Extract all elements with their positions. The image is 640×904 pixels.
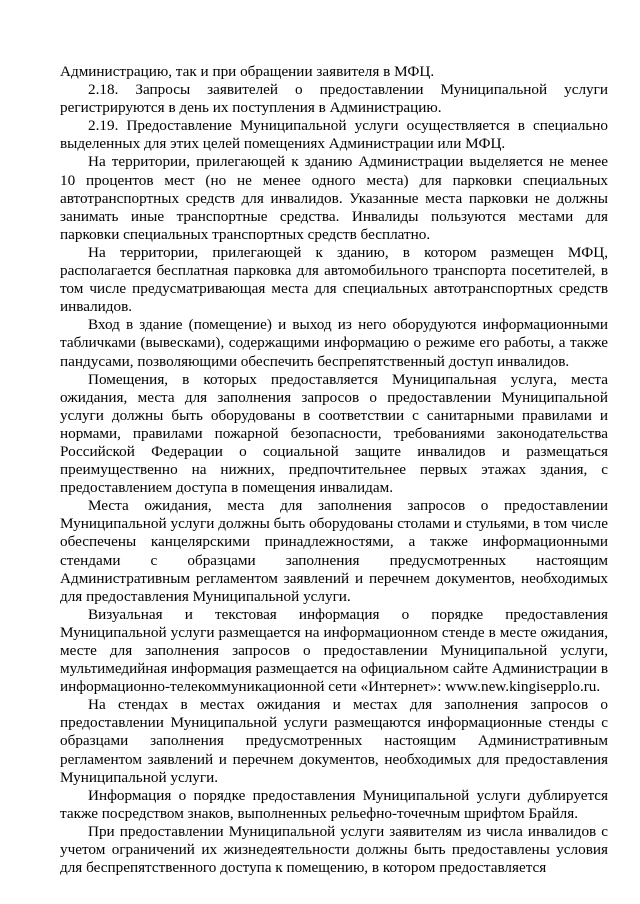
paragraph-waiting-areas: Места ожидания, места для заполнения запросов о предоставлении Муниципальной услуги должны быть оборудованы столами и стульями, в том числе обеспечены канцелярскими принадлежностями, а также информационными стендами с образцами заполнения предусмотренных настоящим Административным регламентом заявлений и перечнем документов, необходимых для предоставления Муниципальной услуги. xyxy=(60,497,608,605)
paragraph-continuation: Администрацию, так и при обращении заявителя в МФЦ. xyxy=(60,63,435,80)
paragraph-2-19: 2.19. Предоставление Муниципальной услуги осуществляется в специально выделенных для этих целей помещениях Администрации или МФЦ. xyxy=(60,117,608,153)
paragraph-entrance: Вход в здание (помещение) и выход из него оборудуются информационными табличками (вывесками), содержащими информацию о режиме его работы, а также пандусами, позволяющими обеспечить беспрепятственный доступ инвалидов. xyxy=(60,316,608,370)
paragraph-premises: Помещения, в которых предоставляется Муниципальная услуга, места ожидания, места для заполнения запросов о предоставлении Муниципальной услуги должны быть оборудованы в соответствии с санитарными правилами и нормами, правилами пожарной безопасности, требованиями законодательства Российской Федерации о социальной защите инвалидов и размещаться преимущественно на нижних, предпочтительнее первых этажах здания, с предоставлением доступа в помещения инвалидам. xyxy=(60,370,608,497)
paragraph-disabled-access: При предоставлении Муниципальной услуги заявителям из числа инвалидов с учетом ограничений их жизнедеятельности должны быть предоставлены условия для беспрепятственного доступа к помещению, в котором предоставляется xyxy=(60,822,608,877)
paragraph-parking-administration: На территории, прилегающей к зданию Администрации выделяется не менее 10 процентов мест (но не менее одного места) для парковки специальных автотранспортных средств для инвалидов. Указанные места парковки не должны занимать иные транспортные средства. Инвалиды пользуются местами для парковки специальных транспортных средств бесплатно. xyxy=(60,153,608,243)
paragraph-2-18: 2.18. Запросы заявителей о предоставлении Муниципальной услуги регистрируются в день их поступления в Администрацию. xyxy=(60,81,608,117)
paragraph-stands: На стендах в местах ожидания и местах для заполнения запросов о предоставлении Муниципальной услуги размещаются информационные стенды с образцами заполнения предусмотренных настоящим Административным регламентом заявлений и перечнем документов, необходимых для предоставления Муниципальной услуги. xyxy=(60,696,608,786)
paragraph-parking-mfc: На территории, прилегающей к зданию, в котором размещен МФЦ, располагается бесплатная парковка для автомобильного транспорта посетителей, в том числе предусматривающая места для специальных автотранспортных средств инвалидов. xyxy=(60,243,608,316)
document-body xyxy=(60,63,608,877)
paragraph-braille: Информация о порядке предоставления Муниципальной услуги дублируется также посредством знаков, выполненных рельефно-точечным шрифтом Брайля. xyxy=(60,786,608,822)
paragraph-visual-information: Визуальная и текстовая информация о порядке предоставления Муниципальной услуги размещается на информационном стенде в месте ожидания, месте для заполнения запросов о предоставлении Муниципальной услуги, мультимедийная информация размещается на официальном сайте Администрации в информационно-телекоммуникационной сети «Интернет»: www.new.kingisepplo.ru. xyxy=(60,605,608,696)
